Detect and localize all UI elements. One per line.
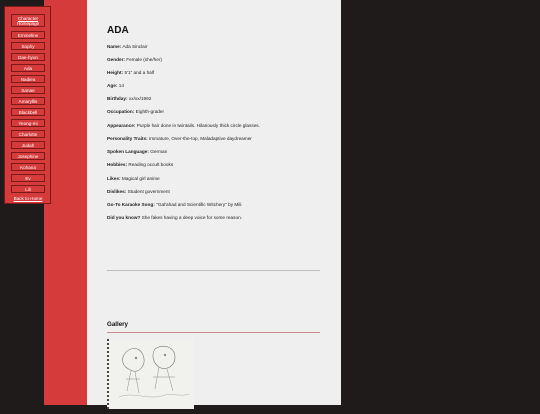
field-birthday: Birthday: xx/xx/1992 [107,96,152,101]
nav-josephine[interactable]: Josephine [11,152,45,160]
page-title: ADA [107,25,129,36]
nav-nadiea[interactable]: Nadiea [11,75,45,83]
field-name: Name: Ada Sinclair [107,44,148,49]
field-gender: Gender: Female (she/her) [107,57,162,62]
field-height: Height: 5'1" and a half [107,70,155,75]
section-divider [107,270,320,271]
gallery-divider [107,332,320,333]
field-did-you-know: Did you know? She fakes having a deep voice for some reason. [107,215,242,220]
field-hobbies: Hobbies: Reading occult books [107,162,174,167]
field-age: Age: 14 [107,83,124,88]
nav-sophy[interactable]: Sophy [11,42,45,50]
field-occupation: Occupation: Eighth-grader [107,109,165,114]
nav-kohana[interactable]: Kohana [11,163,45,171]
nav-amaryllis[interactable]: Amaryllis [11,97,45,105]
profile-content [87,0,341,405]
gallery-sketch-image[interactable] [107,339,194,409]
nav-yeong-mi[interactable]: Yeong-mi [11,119,45,127]
nav-judah[interactable]: Judah [11,141,45,149]
nav-ada[interactable]: Ada [11,64,45,72]
field-karaoke: Go-To Karaoke Song: "Gal'ahad and Scientific Witchery" by Mili [107,202,242,207]
field-personality: Personality Traits: Immature, Over-the-top, Maladaptive daydreamer [107,136,252,141]
nav-lili[interactable]: Lili [11,185,45,193]
field-language: Spoken Language: German [107,149,168,154]
field-dislikes: Dislikes: Student government [107,189,170,194]
nav-ev[interactable]: Ev [11,174,45,182]
gallery-heading: Gallery [107,321,128,328]
field-appearance: Appearance: Purple hair done in twintails. Hilariously thick circle glasses. [107,123,260,128]
sidebar-nav [4,6,51,204]
right-background [341,0,540,405]
field-likes: Likes: Magical girl anime [107,176,160,181]
nav-back-to-home[interactable]: Back to Home [9,195,47,203]
nav-charlotte[interactable]: Charlotte [11,130,45,138]
nav-dae-hyun[interactable]: Dae-hyun [11,53,45,61]
sketch-drawing-icon [109,339,194,409]
nav-emmeline[interactable]: Emmeline [11,31,45,39]
nav-blackbell[interactable]: Blackbell [11,108,45,116]
nav-character-homepage[interactable]: Character Homepage [11,14,45,27]
nav-sanae[interactable]: Sanae [11,86,45,94]
